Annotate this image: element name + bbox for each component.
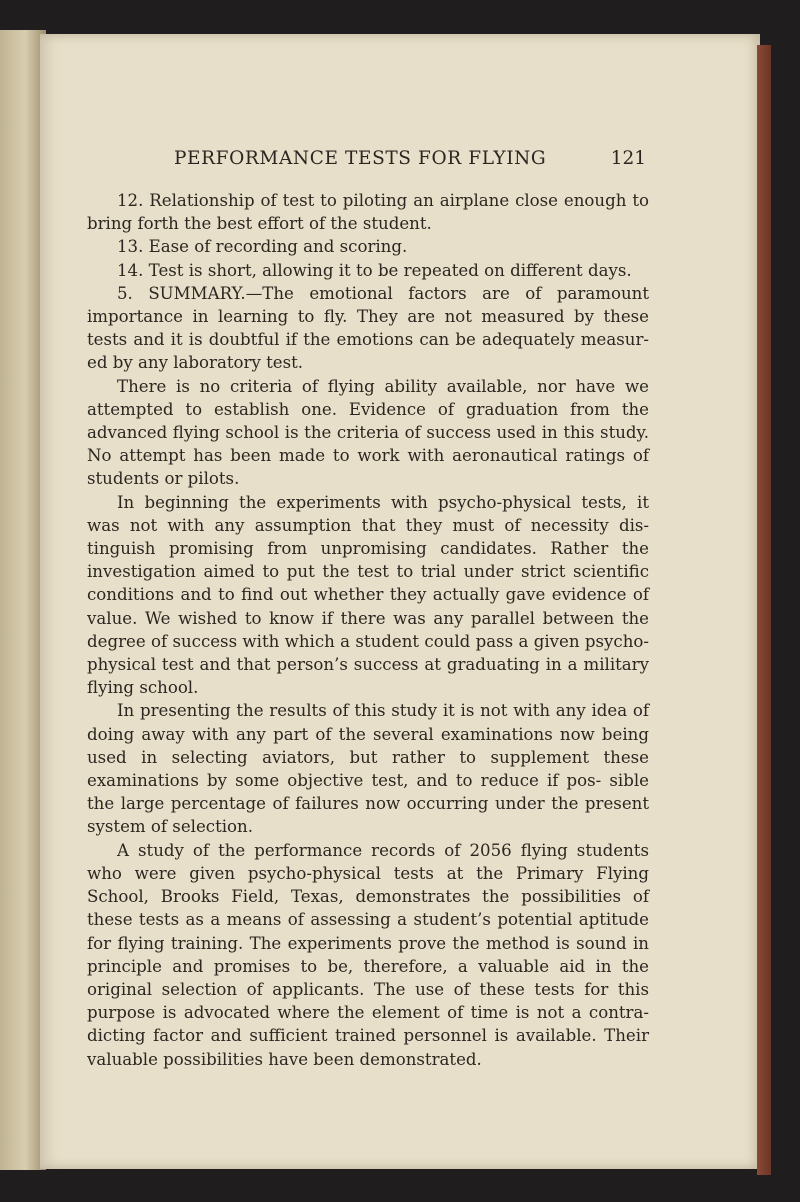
book-cover-edge [757,45,771,1175]
paragraph-summary: 5. SUMMARY.—The emotional factors are of paramount importance in learning to fly. They are not measured by these tests and it is doubtful if the emotions can be adequately measur- ed by any laboratory test. [87,283,649,373]
paragraph-conclusion: A study of the performance records of 2056 flying students who were given psycho-physical tests at the Primary Flying School, Brooks Field, Texas, demonstrates the possibilities of these tests as a means of assessing a student’s potential aptitude for flying training. The experiments prove the method is sound in principle and promises to be, therefore, a valuable aid in the original selection of applicants. The use of these tests for this purpose is advocated where the element of time is not a contra- dicting factor and sufficient trained personnel is available. Their valuable possibilities have been demonstrated. [87,840,649,1069]
paragraph-item-14: 14. Test is short, allowing it to be repeated on different days. [117,260,632,280]
paragraph-item-13: 13. Ease of recording and scoring. [117,237,408,257]
page-number: 121 [610,148,646,169]
paragraph-item-12: 12. Relationship of test to piloting an airplane close enough to bring forth the best effort of the student. [87,191,649,234]
running-head [134,126,646,169]
body-text [87,189,649,1071]
paragraph-criteria: There is no criteria of flying ability available, nor have we attempted to establish one. Evidence of graduation from the advanced flying school is the criteria of success used in this study. No attempt has been made to work with aeronautical ratings of students or pilots. [87,376,649,489]
paragraph-presenting-results: In presenting the results of this study it is not with any idea of doing away with any part of the several examinations now being used in selecting aviators, but rather to supplement these examinations by some objective test, and to reduce if pos- sible the large percentage of failures now occurring under the present system of selection. [87,701,649,837]
paragraph-experiments: In beginning the experiments with psycho-physical tests, it was not with any assumption that they must of necessity dis- tinguish promising from unpromising candidates. Rather the investigation aimed to put the test to trial under strict scientific conditions and to find out whether they actually gave evidence of value. We wished to know if there was any parallel between the degree of success with which a student could pass a given psycho-physical test and that person’s success at graduating in a military flying school. [87,492,649,698]
running-title: PERFORMANCE TESTS FOR FLYING [174,148,547,169]
